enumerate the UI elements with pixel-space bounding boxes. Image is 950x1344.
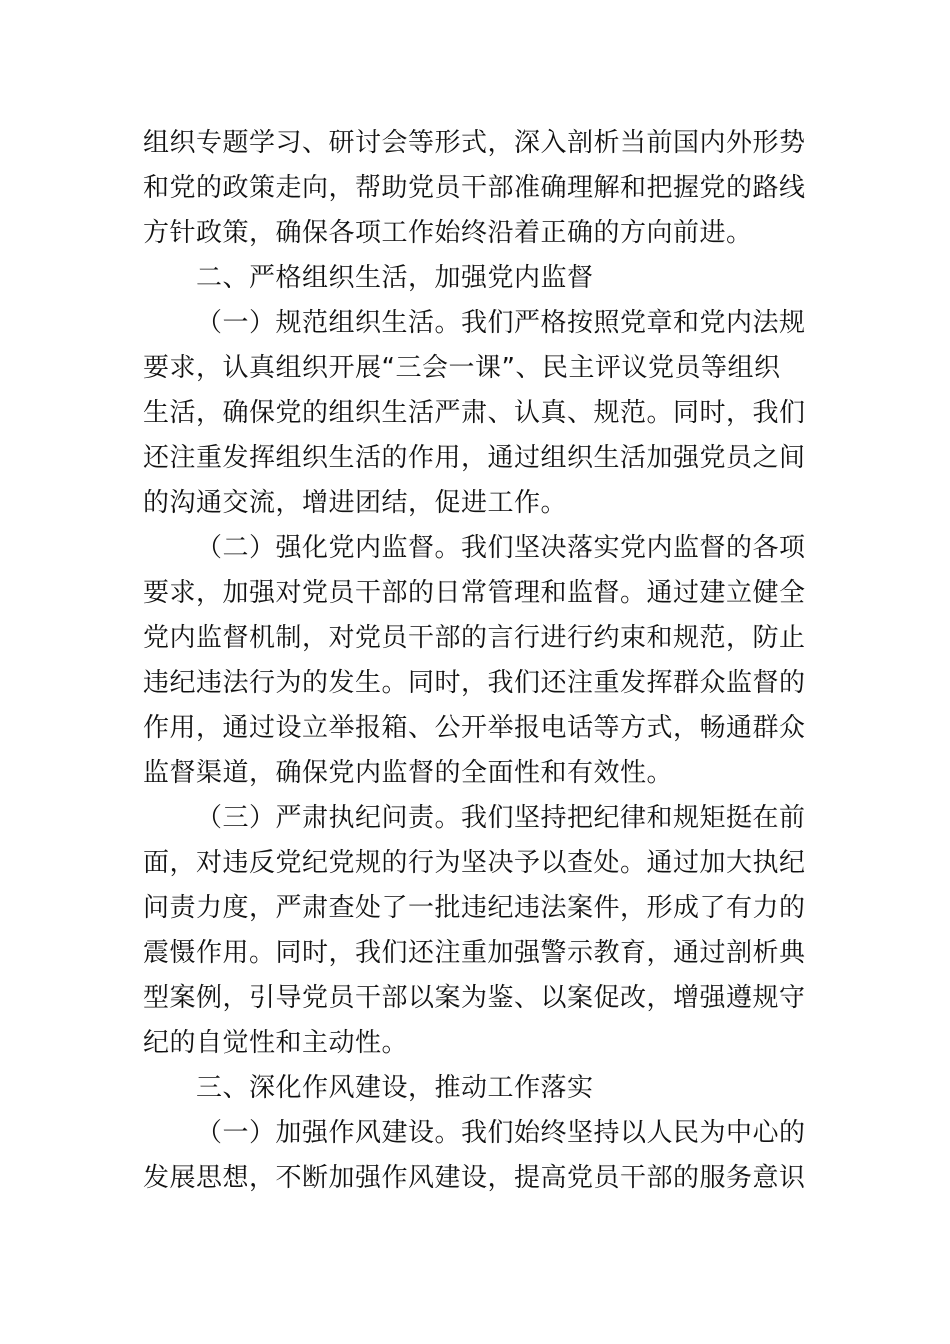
- text-line: 违纪违法行为的发生。同时，我们还注重发挥群众监督的: [143, 668, 806, 698]
- text-line: 纪的自觉性和主动性。: [143, 1028, 409, 1058]
- section-heading: 三、深化作风建设，推动工作落实: [196, 1073, 594, 1103]
- text-line: 震慑作用。同时，我们还注重加强警示教育，通过剖析典: [143, 938, 806, 968]
- text-line: （三）严肃执纪问责。我们坚持把纪律和规矩挺在前: [196, 803, 806, 833]
- text-line: 要求，认真组织开展“三会一课”、民主评议党员等组织: [143, 353, 781, 383]
- text-line: 生活，确保党的组织生活严肃、认真、规范。同时，我们: [143, 398, 806, 428]
- text-line: 方针政策，确保各项工作始终沿着正确的方向前进。: [143, 218, 753, 248]
- text-line: 还注重发挥组织生活的作用，通过组织生活加强党员之间: [143, 443, 806, 473]
- text-line: （二）强化党内监督。我们坚决落实党内监督的各项: [196, 533, 806, 563]
- text-line: 面，对违反党纪党规的行为坚决予以查处。通过加大执纪: [143, 848, 806, 878]
- text-line: 监督渠道，确保党内监督的全面性和有效性。: [143, 758, 674, 788]
- text-line: 发展思想，不断加强作风建设，提高党员干部的服务意识: [143, 1163, 806, 1193]
- text-line: （一）加强作风建设。我们始终坚持以人民为中心的: [196, 1118, 806, 1148]
- text-line: 作用，通过设立举报箱、公开举报电话等方式，畅通群众: [143, 713, 806, 743]
- text-line: （一）规范组织生活。我们严格按照党章和党内法规: [196, 308, 806, 338]
- section-heading: 二、严格组织生活，加强党内监督: [196, 263, 594, 293]
- text-line: 要求，加强对党员干部的日常管理和监督。通过建立健全: [143, 578, 806, 608]
- text-line: 型案例，引导党员干部以案为鉴、以案促改，增强遵规守: [143, 983, 806, 1013]
- text-line: 和党的政策走向，帮助党员干部准确理解和把握党的路线: [143, 173, 806, 203]
- text-line: 党内监督机制，对党员干部的言行进行约束和规范，防止: [143, 623, 806, 653]
- text-line: 问责力度，严肃查处了一批违纪违法案件，形成了有力的: [143, 893, 806, 923]
- text-line: 的沟通交流，增进团结，促进工作。: [143, 488, 568, 518]
- text-line: 组织专题学习、研讨会等形式，深入剖析当前国内外形势: [143, 128, 806, 158]
